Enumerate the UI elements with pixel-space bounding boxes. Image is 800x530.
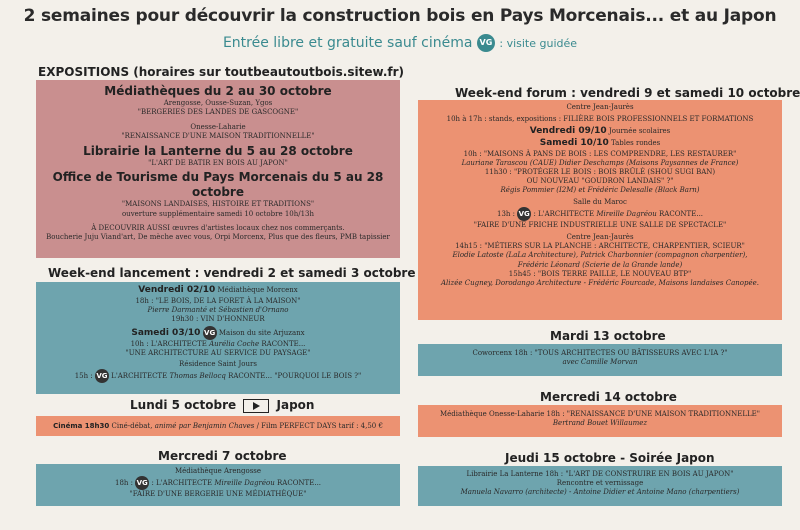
office-extra: ouverture supplémentaire samedi 10 octobre 10h/13h	[121, 209, 315, 218]
lancement-sat-talk-b-time: 15h :	[74, 372, 93, 381]
forum-heading: Week-end forum : vendredi 9 et samedi 10 octobre	[455, 86, 800, 100]
mediatheques-places: Arengosse, Ousse-Suzan, Ygos	[163, 99, 273, 107]
lancement-sat-talk-a: 10h : L'ARCHITECTE	[130, 339, 207, 348]
forum-fri-desc: Journée scolaires	[608, 127, 671, 136]
vg-legend: : visite guidée	[499, 37, 578, 50]
forum-t1130: 11h30 : "PROTÉGER LE BOIS : BOIS BRÛLÉ (SHOU SUGI BAN)	[484, 167, 716, 176]
mercredi7-talk-title: "FAIRE D'UNE BERGERIE UNE MÉDIATHÈQUE"	[129, 490, 307, 499]
cinema-b: animé par Benjamin Chaves	[154, 422, 255, 430]
mercredi14-speaker: Bertrand Bouet Willaumez	[552, 419, 648, 428]
mercredi7-place: Médiathèque Arengosse	[174, 467, 262, 475]
cinema-c: / Film PERFECT DAYS tarif : 4,50 €	[256, 422, 383, 430]
jeudi15-line: Librairie La Lanterne 18h : "L'ART DE CONSTRUIRE EN BOIS AU JAPON"	[466, 470, 734, 478]
lancement-sat-day: Samedi 03/10	[131, 327, 201, 338]
lancement-sat-talk-a-title: "UNE ARCHITECTURE AU SERVICE DU PAYSAGE"	[125, 349, 311, 358]
office-expo: "MAISONS LANDAISES, HISTOIRE ET TRADITIONS"	[121, 200, 315, 209]
forum-sat-desc: Tables rondes	[611, 138, 661, 147]
jeudi15-speakers: Manuela Navarro (architecte) - Antoine Didier et Antoine Mano (charpentiers)	[460, 488, 740, 497]
mediatheques-expo: "BERGERIES DES LANDES DE GASCOGNE"	[137, 108, 299, 117]
jeudi15-box	[418, 466, 782, 506]
forum-t1545-sp: Alizée Cugney, Dorodango Architecture - Frédéric Fourcade, Maisons landaises Canopée.	[441, 278, 759, 287]
page-title: 2 semaines pour découvrir la construction bois en Pays Morcenais... et au Japon	[23, 6, 777, 26]
office-title: Office de Tourisme du Pays Morcenais du 5 au 28 octobre	[52, 170, 384, 200]
shops-intro: À DECOUVRIR AUSSI œuvres d'artistes locaux chez nos commerçants.	[91, 223, 345, 232]
film-icon	[243, 399, 269, 413]
cinema-label: Cinéma 18h30	[53, 422, 110, 430]
mardi13-heading: Mardi 13 octobre	[550, 329, 666, 343]
vg-badge-icon: VG	[477, 34, 495, 52]
lancement-fri-time: 18h :	[135, 296, 154, 305]
lundi-heading	[130, 398, 314, 413]
mediatheques-title: Médiathèques du 2 au 30 octobre	[104, 84, 332, 98]
forum-place1: Centre Jean-Jaurès	[566, 103, 634, 111]
lancement-fri-talk: "LE BOIS, DE LA FORET À LA MAISON"	[155, 296, 301, 305]
lundi-heading-b: Japon	[276, 398, 315, 412]
lancement-sat-talk-a-name: Aurélia Coche	[209, 339, 260, 348]
forum-place3: Centre Jean-Jaurès	[566, 233, 634, 242]
lancement-fri-day: Vendredi 02/10	[138, 285, 216, 295]
subtitle-text: Entrée libre et gratuite sauf cinéma	[222, 35, 473, 51]
lancement-sat-talk-b-a: L'ARCHITECTE	[111, 372, 168, 381]
jeudi15-sub: Rencontre et vernissage	[556, 479, 644, 488]
expositions-heading: EXPOSITIONS (horaires sur toutbeautoutbois.sitew.fr)	[38, 65, 404, 79]
expositions-box	[36, 80, 400, 258]
forum-t13-title: "FAIRE D'UNE FRICHE INDUSTRIELLE UNE SALLE DE SPECTACLE"	[473, 221, 727, 230]
lancement-fri-place: Médiathèque Morcenx	[217, 286, 298, 294]
mercredi7-box	[36, 464, 400, 506]
forum-t13-name: Mireille Dagréou	[596, 210, 657, 219]
forum-box	[418, 100, 782, 320]
forum-t13-b: : L'ARCHITECTE	[533, 210, 595, 219]
lancement-sat-talk-a-end: RACONTE...	[261, 339, 306, 348]
jeudi15-heading: Jeudi 15 octobre - Soirée Japon	[505, 451, 715, 465]
vg-badge-icon: VG	[95, 369, 109, 383]
mardi13-box	[418, 344, 782, 376]
lancement-fri-vin: 19h30 : VIN D'HONNEUR	[171, 314, 265, 323]
lancement-sat-place: Maison du site Arjuzanx	[218, 328, 305, 337]
cinema-a: Ciné-débat,	[111, 422, 153, 430]
lundi-heading-a: Lundi 5 octobre	[130, 398, 237, 412]
librairie-title: Librairie la Lanterne du 5 au 28 octobre	[83, 144, 353, 159]
forum-t1130-b: OU NOUVEAU "GOUDRON LANDAIS" ?"	[526, 176, 674, 185]
mercredi14-box	[418, 405, 782, 437]
forum-t1415: 14h15 : "MÉTIERS SUR LA PLANCHE : ARCHITECTE, CHARPENTIER, SCIEUR"	[455, 242, 745, 251]
lancement-fri-speakers: Pierre Darmanté et Sébastien d'Ornano	[147, 305, 289, 314]
mardi13-speaker: avec Camille Morvan	[562, 358, 638, 367]
forum-t1130-speakers: Régis Pommier (I2M) et Frédéric Delesalle (Black Barn)	[500, 185, 700, 194]
vg-badge-icon: VG	[517, 207, 531, 221]
lancement-residence: Résidence Saint Jours	[179, 360, 257, 369]
forum-t1415-sp1: Elodie Latoste (LaLa Architecture), Patrick Charbonnier (compagnon charpentier),	[452, 251, 748, 260]
forum-sat-day: Samedi 10/10	[539, 137, 609, 148]
mercredi7-talk-a: 18h :	[114, 479, 133, 488]
forum-t10: 10h : "MAISONS À PANS DE BOIS : LES COMPRENDRE, LES RESTAURER"	[463, 149, 737, 158]
shops-list: Boucherie Juju Viand'art, De mèche avec vous, Orpi Morcenx, Plus que des fleurs, PMB tapissier	[46, 232, 390, 241]
mercredi7-talk-end: RACONTE...	[277, 479, 322, 488]
mercredi7-heading: Mercredi 7 octobre	[158, 449, 287, 463]
lancement-heading: Week-end lancement : vendredi 2 et samedi 3 octobre	[48, 266, 416, 280]
mercredi7-talk-name: Mireille Dagréou	[214, 479, 275, 488]
mercredi7-talk-b: : L'ARCHITECTE	[151, 479, 213, 488]
mercredi14-line: Médiathèque Onesse-Laharie 18h : "RENAISSANCE D'UNE MAISON TRADITIONNELLE"	[440, 410, 760, 418]
forum-t13-a: 13h :	[496, 210, 515, 219]
forum-t1545: 15h45 : "BOIS TERRE PAILLE, LE NOUVEAU BTP"	[508, 269, 692, 278]
page-subtitle	[0, 34, 800, 52]
vg-badge-icon: VG	[135, 476, 149, 490]
lundi-box	[36, 416, 400, 436]
forum-place2: Salle du Maroc	[573, 198, 627, 207]
forum-t13-end: RACONTE...	[659, 210, 704, 219]
forum-t10-speakers: Lauriane Tarascou (CAUE) Didier Deschamps (Maisons Paysannes de France)	[461, 158, 739, 167]
forum-fri-day: Vendredi 09/10	[529, 126, 607, 137]
lancement-sat-talk-b-name: Thomas Bellocq	[169, 372, 226, 381]
lancement-sat-talk-b-end: RACONTE... "POURQUOI LE BOIS ?"	[228, 372, 362, 381]
onesse-place: Onesse-Laharie	[190, 123, 246, 132]
forum-stands: 10h à 17h : stands, expositions : FILIÈRE BOIS PROFESSIONNELS ET FORMATIONS	[446, 115, 754, 124]
mercredi14-heading: Mercredi 14 octobre	[540, 390, 677, 404]
librairie-expo: "L'ART DE BATIR EN BOIS AU JAPON"	[148, 159, 288, 168]
forum-t1415-sp2: Frédéric Léonard (Scierie de la Grande lande)	[517, 260, 683, 269]
mardi13-line: Coworcenx 18h : "TOUS ARCHITECTES OU BÂTISSEURS AVEC L'IA ?"	[472, 349, 728, 357]
lancement-box	[36, 282, 400, 394]
onesse-expo: "RENAISSANCE D'UNE MAISON TRADITIONNELLE"	[121, 132, 315, 141]
vg-badge-icon: VG	[203, 326, 217, 340]
